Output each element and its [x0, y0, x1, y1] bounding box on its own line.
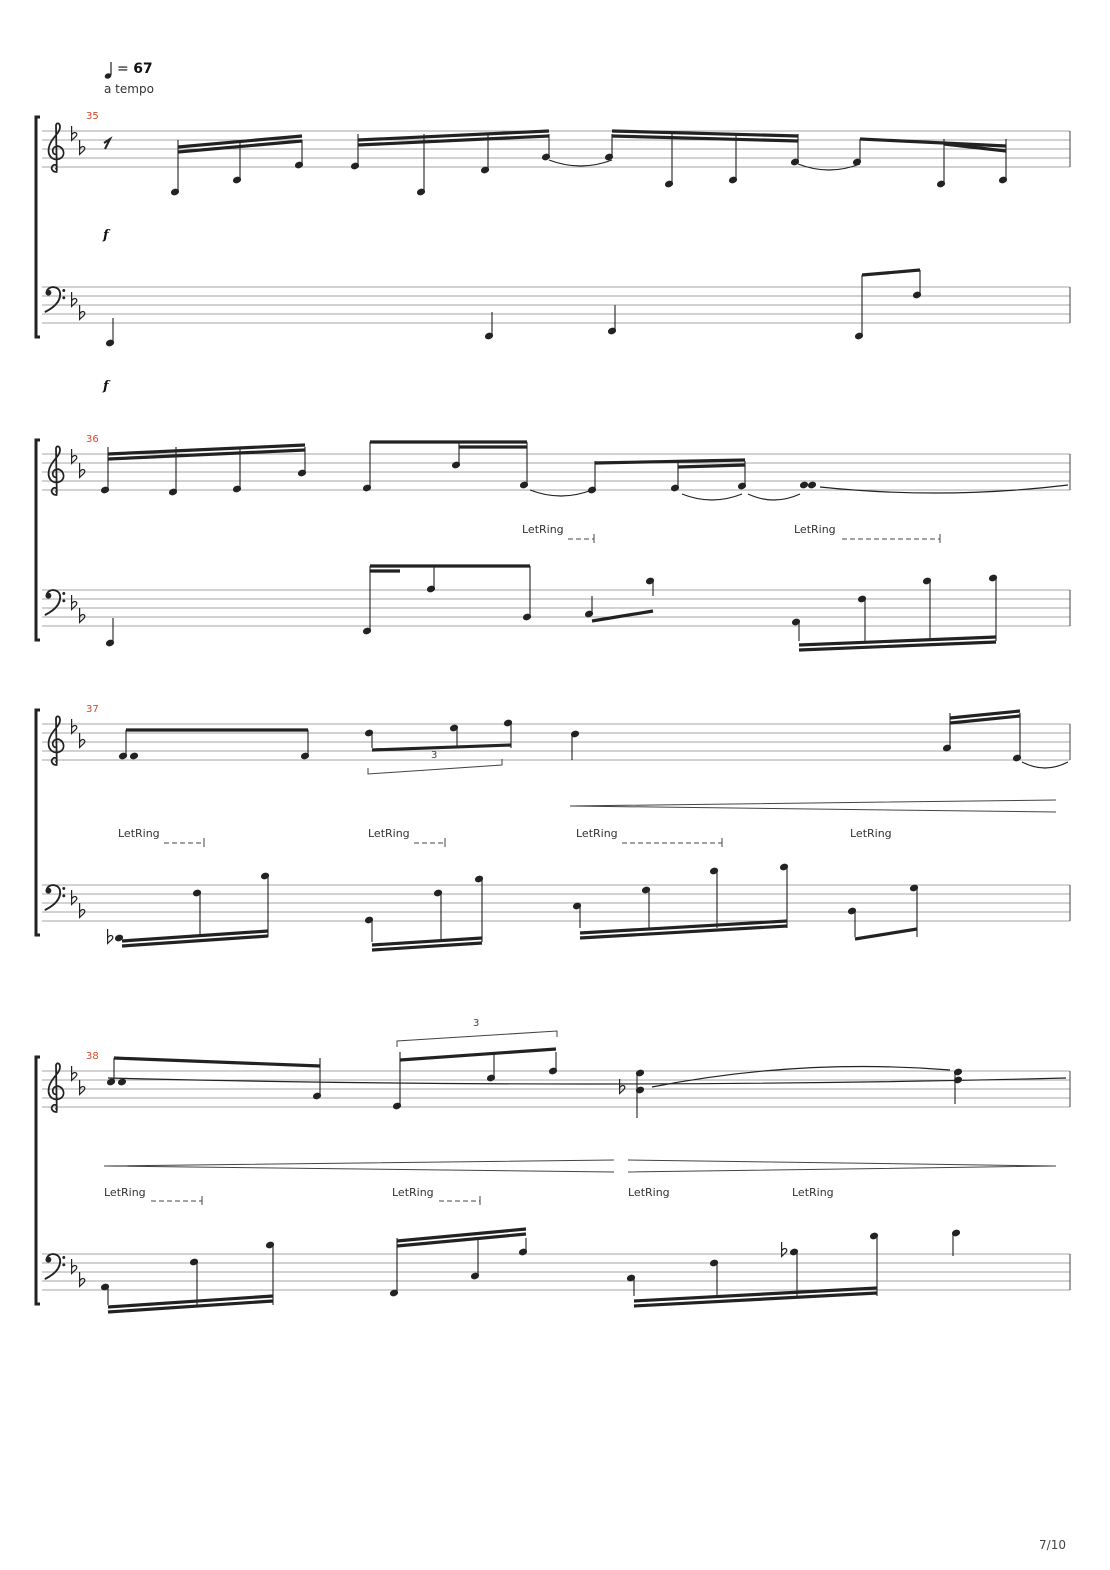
letring-extender: [414, 838, 445, 847]
beam-group: [397, 1229, 526, 1246]
tie: [108, 1078, 1066, 1084]
letring-label: LetRing: [576, 827, 618, 840]
staff-system: [36, 1057, 1070, 1304]
beamed-note: [300, 730, 310, 760]
letring-label: LetRing: [794, 523, 836, 536]
tuplet-number: 3: [431, 750, 438, 761]
dynamic-forte: f: [103, 228, 109, 243]
notation: [100, 131, 1068, 1312]
tuplet-number: 3: [473, 1018, 480, 1029]
beam-group: [595, 460, 745, 463]
beamed-note: [572, 902, 582, 928]
letring-label: LetRing: [368, 827, 410, 840]
score-systems: [36, 117, 1070, 1312]
beamed-note: [988, 574, 998, 641]
beamed-note: [426, 566, 436, 593]
key-flat: [80, 903, 85, 917]
tie: [530, 490, 592, 496]
key-flat: [72, 292, 77, 306]
beam-group: [634, 1288, 877, 1306]
measure-number: 37: [86, 704, 99, 715]
beamed-note: [1012, 713, 1022, 762]
beamed-note: [192, 889, 202, 937]
note-head: [807, 481, 817, 490]
note: [129, 752, 139, 761]
beamed-note: [790, 134, 800, 166]
beamed-note: [541, 134, 551, 161]
key-flat: [72, 1259, 77, 1273]
letring-extender: [151, 1196, 202, 1205]
letring-label: LetRing: [118, 827, 160, 840]
accidental-flat: [108, 929, 113, 943]
beam-group: [799, 637, 996, 650]
beamed-note: [854, 275, 864, 340]
staff-system: [36, 440, 1070, 640]
slur: [820, 485, 1068, 493]
note: [807, 481, 817, 490]
key-flat: [72, 595, 77, 609]
beamed-note: [294, 140, 304, 169]
sixteenth-rest: [104, 139, 110, 149]
beamed-note: [100, 1283, 110, 1305]
system-bracket: [36, 117, 40, 337]
beamed-note: [626, 1274, 636, 1296]
beamed-note: [936, 139, 946, 188]
beamed-note: [709, 867, 719, 928]
bass-clef: [45, 1254, 65, 1279]
key-flat: [72, 1066, 77, 1080]
beam-group: [358, 131, 549, 145]
beamed-note: [364, 916, 374, 942]
beam-group: [862, 270, 920, 275]
beamed-note: [664, 134, 674, 188]
beamed-note: [522, 566, 532, 621]
beam-group: [612, 131, 798, 141]
hairpin: [570, 800, 1056, 812]
beamed-note: [449, 724, 459, 748]
system-bracket: [36, 440, 40, 640]
note-head: [129, 752, 139, 761]
note-head: [799, 481, 809, 490]
beam: [114, 1058, 320, 1066]
key-flat: [80, 733, 85, 747]
beamed-note: [470, 1238, 480, 1280]
beamed-note: [857, 595, 867, 641]
beamed-note: [519, 442, 529, 489]
key-flat: [80, 305, 85, 319]
beamed-note: [364, 729, 374, 748]
tie: [748, 494, 800, 500]
letring-label: LetRing: [522, 523, 564, 536]
beamed-note: [362, 566, 372, 635]
beamed-note: [922, 577, 932, 641]
beamed-note: [641, 886, 651, 928]
beam: [592, 611, 653, 621]
beamed-note: [118, 730, 128, 760]
key-flat: [72, 126, 77, 140]
dynamic-forte: f: [103, 379, 109, 394]
beamed-note: [486, 1052, 496, 1082]
hairpin: [104, 1160, 614, 1172]
measure-number: 36: [86, 434, 99, 445]
system-bracket: [36, 710, 40, 935]
tie: [549, 160, 612, 166]
bass-clef: [45, 287, 65, 312]
beamed-note: [604, 134, 614, 161]
beam-group: [108, 445, 305, 459]
key-flat: [72, 890, 77, 904]
beam: [400, 1049, 556, 1060]
beam-group: [580, 921, 787, 938]
key-flat: [80, 463, 85, 477]
beamed-note: [433, 889, 443, 942]
beamed-note: [106, 1058, 116, 1086]
beamed-note: [362, 442, 372, 492]
bass-clef: [45, 885, 65, 910]
beamed-note: [645, 577, 655, 596]
beamed-note: [728, 134, 738, 184]
letring-extender: [164, 838, 204, 847]
letring-extender: [622, 838, 722, 847]
beam-group: [400, 1049, 556, 1060]
beamed-note: [912, 270, 922, 299]
letring-extender: [842, 534, 940, 543]
tuplet-bracket: [397, 1031, 557, 1047]
letring-label: LetRing: [792, 1186, 834, 1199]
beam-group: [678, 465, 745, 467]
measure-number: 35: [86, 111, 99, 122]
beam-group: [950, 711, 1020, 723]
letring-label: LetRing: [850, 827, 892, 840]
measure-number: 38: [86, 1051, 99, 1062]
hairpin: [628, 1160, 1056, 1172]
beam: [372, 745, 511, 750]
accidental-flat: [620, 1079, 625, 1093]
beam-group: [122, 931, 268, 946]
system-bracket: [36, 1057, 40, 1304]
note: [799, 481, 809, 490]
tie: [1022, 762, 1068, 768]
key-flat: [72, 719, 77, 733]
letring-label: LetRing: [104, 1186, 146, 1199]
letring-label: LetRing: [628, 1186, 670, 1199]
beam: [678, 465, 745, 467]
tuplet-bracket: [368, 759, 502, 774]
staff-system: [36, 710, 1070, 935]
letring-extender: [568, 534, 594, 543]
tempo-marking: a tempo: [104, 82, 154, 96]
key-flat: [80, 608, 85, 622]
beamed-note: [852, 139, 862, 166]
tempo-value: = 67: [117, 61, 153, 77]
beamed-note: [260, 872, 270, 937]
key-flat: [80, 1272, 85, 1286]
page-number: 7/10: [1039, 1538, 1066, 1552]
beam-group: [114, 1058, 320, 1066]
tie: [682, 494, 742, 500]
beam-group: [372, 938, 482, 950]
beam: [862, 270, 920, 275]
letring-label: LetRing: [392, 1186, 434, 1199]
beam: [855, 929, 917, 939]
bass-clef: [45, 590, 65, 615]
key-flat: [72, 449, 77, 463]
beamed-note: [869, 1232, 879, 1296]
beamed-note: [587, 461, 597, 494]
tempo-quarter-note: [104, 62, 112, 80]
beamed-note: [548, 1052, 558, 1075]
beamed-note: [779, 863, 789, 928]
letring-extender: [439, 1196, 480, 1205]
beam: [595, 460, 745, 463]
beamed-note: [791, 618, 801, 641]
key-flat: [80, 140, 85, 154]
beamed-note: [847, 907, 857, 937]
beam-group: [108, 1296, 273, 1312]
key-flat: [80, 1080, 85, 1094]
